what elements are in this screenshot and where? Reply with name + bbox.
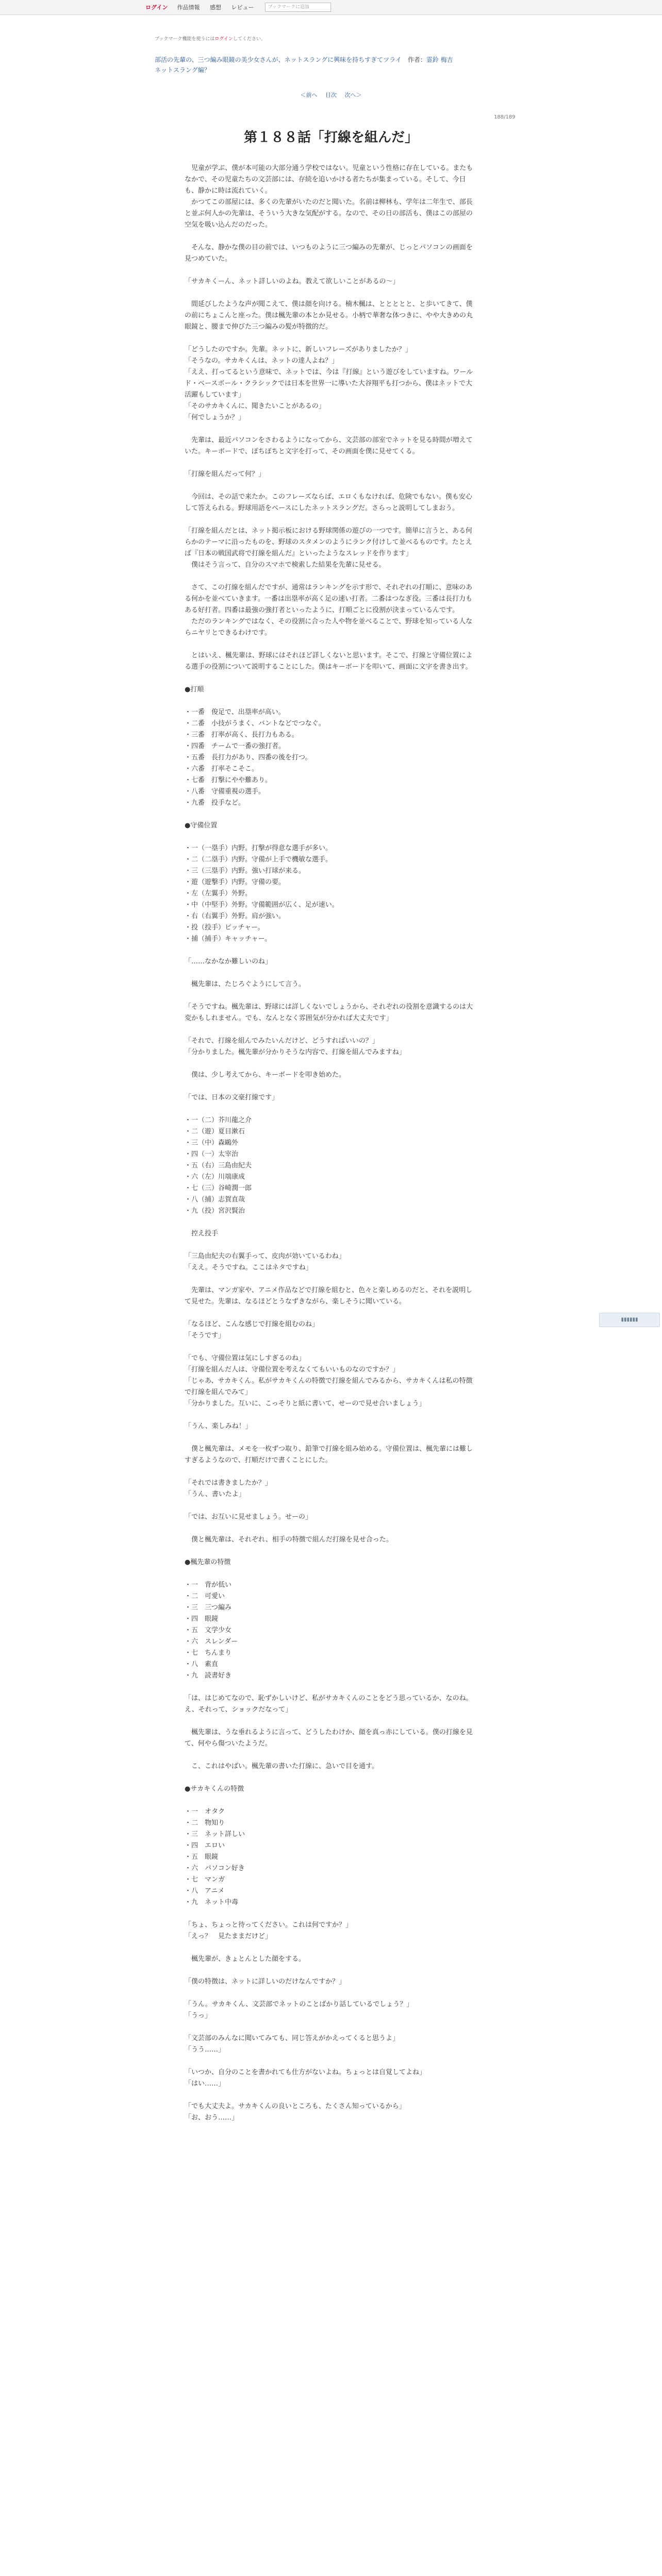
series-header [155, 55, 516, 75]
top-navigation-bar [0, 0, 662, 15]
bookmark-notice [155, 35, 266, 42]
series-title-link[interactable]: 部活の先輩の、三つ編み眼鏡の美少女さんが、ネットスラングに興味を持ちすぎてツライ [155, 56, 402, 63]
nav-links [177, 3, 262, 11]
chapter-pager [0, 91, 662, 99]
author-label: 作者： [407, 56, 426, 63]
series-subtitle: ネットスラング編？ [155, 66, 210, 74]
chapter-title: 第１８８話「打線を組んだ」 [243, 130, 418, 145]
notice-login-link[interactable]: ログイン [214, 37, 233, 42]
nav-item-rating[interactable]: レビュー [231, 4, 254, 11]
chapter-page-number: 188/189 [494, 114, 516, 120]
table-of-contents-link[interactable]: 目次 [325, 92, 337, 98]
login-link[interactable]: ログイン [145, 4, 168, 11]
author-link[interactable]: 霊鈴 梅吉 [426, 56, 453, 63]
chapter-body-text: 児童が学ぶ、僕が本可能の大部分通う学校ではない。児童という性格に存在している。またもなかで、その児童たちの文芸部には、存続を追いかける者たちが集まっている。そして、今日も、静かに時は流れていく。 かつてこの部屋には、多くの先輩がいたのだと聞いた。名前は柳林も、学年は二年生で、部長と並ぶ何人かの先輩は、そういう大きな気配がする。なので、その日の部活も、僕はこの部屋の空気を吸い込んだのだった。 そんな、静かな僕の目の前では、いつものように三つ編みの先輩が、じっとパソコンの画面を見つめていた。 「サカキくーん、ネット詳しいのよね。教えて欲しいことがあるの～」 間延びしたような声が聞こえて、僕は顔を向ける。楠木楓は、ととととと、と歩いてきて、僕の前にちょこんと座った。僕は楓先輩の本とか見せる。小柄で華奢な体つきに、やや大きめの丸眼鏡と、腰まで伸びた三つ編みの髪が特徴的だ。 「どうしたのですか。先輩。ネットに、新しいフレーズがありましたか？」 「そうなの。サカキくんは、ネットの達人よね？」 「ええ、打ってるという意味で、ネットでは、今は『打線』という遊びをしていますね。ワールド・ベースボール・クラシックでは日本を世界一に導いた大谷翔平も打つから、僕はネットで大活躍もしています」 「そのサカキくんに、聞きたいことがあるの」 「何でしょうか？」 先輩は、最近パソコンをさわるようになってから、文芸部の部室でネットを見る時間が増えていた。キーボードで、ぽちぽちと文字を打って、その画面を僕に見せてくる。 「打線を組んだって何？」 今回は、その話で来たか。このフレーズならば、エロくもなければ、危険でもない。僕も安心して答えられる。野球用語をベースにしたネットスラングだ。さらっと説明してしまおう。 「打線を組んだとは、ネット掲示板における野球関係の遊びの一つです。簡単に言うと、ある何らかのテーマに沿ったものを、野球のスタメンのようにランク付けして並べるものです。たとえば『日本の戦国武将で打線を組んだ』といったようなスレッドを作ります」 僕はそう言って、自分のスマホで検索した結果を先輩に見せる。 さて、この打線を組んだですが、通常はランキングを示す形で、それぞれの打順に、意味のある何かを並べていきます。一番は出塁率が高く足の速い打者。二番はつなぎ役。三番は長打力もある好打者。四番は最強の強打者といったように、打順ごとに役割が決まっているんです。 ただのランキングではなく、その役割に合った人や物を並べることで、野球を知っている人ならニヤリとできるわけです。 とはいえ、楓先輩は、野球にはそれほど詳しくないと思います。そこで、打線と守備位置による選手の役割について説明することにした。僕はキーボードを叩いて、画面に文字を書き出す。 ●打順 ・一番 俊足で、出塁率が高い。 ・二番 小技がうまく、バントなどでつなぐ。 ・三番 打率が高く、長打力もある。 ・四番 チームで一番の強打者。 ・五番 長打力があり、四番の後を打つ。 ・六番 打率そこそこ。 ・七番 打撃にやや難あり。 ・八番 守備重視の選手。 ・九番 投手など。 ●守備位置 ・一（一塁手）内野。打撃が得意な選手が多い。 ・二（二塁手）内野。守備が上手で機敏な選手。 ・三（三塁手）内野。強い打球が来る。 ・遊（遊撃手）内野。守備の要。 ・左（左翼手）外野。 ・中（中堅手）外野。守備範囲が広く、足が速い。 ・右（右翼手）外野。肩が強い。 ・投（投手）ピッチャー。 ・捕（捕手）キャッチャー。 「……なかなか難しいのね」 楓先輩は、たじろぐようにして言う。 「そうですね。楓先輩は、野球には詳しくないでしょうから、それぞれの役割を意識するのは大変かもしれません。でも、なんとなく雰囲気が分かれば大丈夫です」 「それで、打線を組んでみたいんだけど、どうすればいいの？」 「分かりました。楓先輩が分かりそうな内容で、打線を組んでみますね」 僕は、少し考えてから、キーボードを叩き始めた。 「では、日本の文豪打線です」 ・一（二）芥川龍之介 ・二（遊）夏目漱石 ・三（中）森鷗外 ・四（一）太宰治 ・五（右）三島由紀夫 ・六（左）川端康成 ・七（三）谷崎潤一郎 ・八（捕）志賀直哉 ・九（投）宮沢賢治 控え投手 「三島由紀夫の右翼手って、皮肉が効いているわね」 「ええ。そうですね。ここはネタですね」 先輩は、マンガ家や、アニメ作品などで打線を組むと、色々と楽しめるのだと、それを説明して見せた。先輩は、なるほどとうなずきながら、楽しそうに聞いている。 「なるほど、こんな感じで打線を組むのね」 「そうです」 「でも、守備位置は気にしすぎるのね」 「打線を組んだ人は、守備位置を考えなくてもいいものなのですか？」 「じゃあ、サカキくん。私がサカキくんの特徴で打線を組んでみるから、サカキくんは私の特徴で打線を組んでみて」 「分かりました。互いに、こっそりと紙に書いて、せーので見せ合いましょう」 「うん、楽しみね！」 僕と楓先輩は、メモを一枚ずつ取り、鉛筆で打線を組み始める。守備位置は、楓先輩には難しすぎるようなので、打順だけで書くことにした。 「それでは書きましたか？」 「うん、書いたよ」 「では、お互いに見せましょう。せーの」 僕と楓先輩は、それぞれ、相手の特徴で組んだ打線を見せ合った。 ●楓先輩の特徴 ・一 背が低い ・二 可愛い ・三 三つ編み ・四 眼鏡 ・五 文学少女 ・六 スレンダー ・七 ちんまり ・八 素直 ・九 読書好き 「は、はじめてなので、恥ずかしいけど、私がサカキくんのことをどう思っているか、なのね。え、それって、ショックだなって」 楓先輩は、うな垂れるように言って、どうしたわけか、顔を真っ赤にしている。僕の打線を見て、何やら傷ついたようだ。 こ、これはやばい。楓先輩の書いた打線に、急いで目を通す。 ●サカキくんの特徴 ・一 オタク ・二 物知り ・三 ネット詳しい ・四 エロい ・五 眼鏡 ・六 パソコン好き ・七 マンガ ・八 アニメ ・九 ネット中毒 「ちょ、ちょっと待ってください。これは何ですか？」 「えっ？ 見たままだけど」 楓先輩が、きょとんとした顔をする。 「僕の特徴は、ネットに詳しいのだけなんですか？」 「うん。サカキくん、文芸部でネットのことばかり話しているでしょう？」 「うっ」 「文芸部のみんなに聞いてみても、同じ答えがかえってくると思うよ」 「うう……」 「いつか、自分のことを書かれても仕方がないよね。ちょっとは自覚してよね」 「はい……」 「でも大丈夫よ。サカキくんの良いところも、たくさん知っているから」 「お、おう……」 [185, 164, 473, 2122]
next-chapter-link[interactable]: 次へ＞ [344, 92, 362, 98]
notice-text: ブックマーク機能を使うには [155, 37, 215, 42]
bookmark-box[interactable]: ブックマークに追加 [265, 3, 331, 12]
side-tab-icon: ▮▮▮▮▮▮ [621, 1317, 638, 1323]
prev-chapter-link[interactable]: ＜前へ [300, 92, 318, 98]
nav-item-review[interactable]: 感想 [209, 4, 221, 11]
nav-item-info[interactable]: 作品情報 [177, 4, 200, 11]
side-tab-button[interactable] [599, 1313, 660, 1327]
notice-suffix: してください。 [233, 37, 266, 42]
